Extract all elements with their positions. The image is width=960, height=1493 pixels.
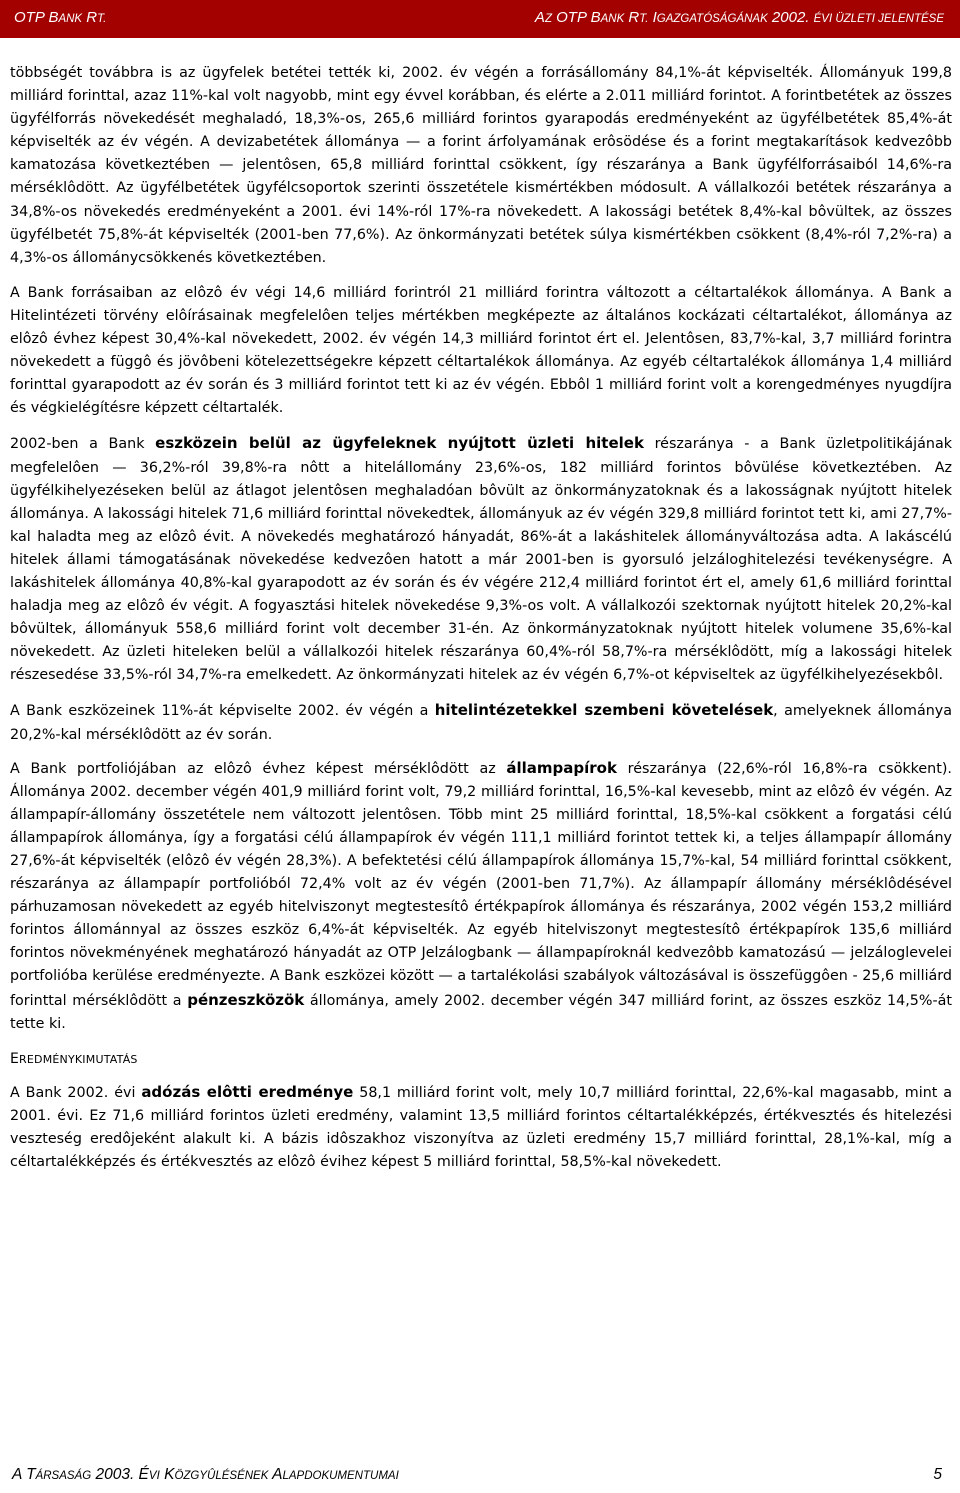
page-number: 5: [933, 1466, 942, 1483]
bold-term: eszközein belül az ügyfeleknek nyújtott üzleti hitelek: [155, 434, 644, 453]
paragraph-securities: A Bank portfoliójában az elôzô évhez képest mérséklôdött az állampapírok részaránya (22,6%-ról 16,8%-ra csökkent). Állománya 2002. december végén 401,9 milliárd forint volt, 79,2 milliárd forinttal, 16,5%-kal kevesebb, mint az elôzô év végén. Az állampapír-állomány összetétele nem változott jelentôsen. Több mint 25 milliárd forinttal, 18,5%-kal csökkent a forgatási célú állampapírok állománya, így a forgatási célú állampapírok év végén 111,1 milliárd forintot tettek ki, a teljes állampapír állomány 27,6%-át képviselték (elôzô év végén 28,3%). A befektetési célú állampapírok állománya 15,7%-kal, 54 milliárd forinttal csökkent, részaránya az állampapír portfolióból 72,4% volt az év végén (2001-ben 71,7%). Az állampapír állomány mérséklôdésével párhuzamosan növekedett az egyéb hitelviszonyt megtestesítô értékpapírok állománya és részaránya, 2002 végén 153,2 milliárd forintos állománnyal az összes eszköz 6,4%-át képviselték. Az egyéb hitelviszonyt megtestesítô értékpapírok 135,6 milliárd forintos növekményének meghatározó hányadát az OTP Jelzálogbank — állampapíroknál kedvezôbb kamatozású — jelzáloglevelei portfolióba kerülése eredményezte. A Bank eszközei között — a tartalékolási szabályok változásával is összefüggôen - 25,6 milliárd forinttal mérséklôdött a pénzeszközök állománya, amely 2002. december végén 347 milliárd forint, az összes eszköz 14,5%-át tette ki.: [10, 758, 952, 1032]
document-body: [10, 62, 952, 1186]
bold-term: adózás elôtti eredménye: [141, 1082, 354, 1101]
paragraph-loans: 2002-ben a Bank eszközein belül az ügyfeleknek nyújtott üzleti hitelek részaránya - a Bank üzletpolitikájának megfelelôen — 36,2%-ról 39,8%-ra nôtt a hitelállomány 23,6%-os, 182 milliárd forintos bôvülése következtében. Az ügyfélkihelyezéseken belül az átlagot jelentôsen meghaladóan bôvült az önkormányzatoknak és a lakosságnak nyújtott hitelek állománya. A lakossági hitelek 71,6 milliárd forinttal növekedtek, állományuk az év végén 329,8 milliárd forintot tett ki, ami 27,7%-kal haladta meg az elôzô évit. A növekedés meghatározó hányadát, 86%-át a lakáshitelek állományváltozása adta. A lakáscélú hitelek állami támogatásának növekedése kedvezôen hatott a már 2001-ben is gyorsuló jelzáloghitelezési tevékenységre. A lakáshitelek állománya 40,8%-kal gyarapodott az év során és év végére 212,4 milliárd forintot ért el, amely 61,6 milliárd forinttal haladja meg az elôzô év végit. A fogyasztási hitelek növekedése 9,3%-os volt. A vállalkozói szektornak nyújtott hitelek 20,2%-kal bôvültek, állományuk 558,6 milliárd forint volt december 31-én. Az önkormányzatoknak nyújtott hitelek volumene 35,6%-kal növekedett. Az üzleti hiteleken belül a vállalkozói hitelek részaránya 60,4%-ról 58,7%-ra mérséklôdött, míg a lakossági hitelek részesedése 33,5%-ról 34,7%-ra emelkedett. Az önkormányzati hitelek az év végén 6,7%-ot képviseltek az ügyfélkihelyezésekbôl.: [10, 434, 953, 684]
header-report-title: AZ OTP BANK RT. IGAZGATÓSÁGÁNAK 2002. ÉVI ÜZLETI JELENTÉSE: [534, 9, 944, 26]
footer-document-title: A TÁRSASÁG 2003. ÉVI KÖZGYÛLÉSÉNEK ALAPDOKUMENTUMAI: [12, 1466, 399, 1483]
paragraph-interbank: A Bank eszközeinek 11%-át képviselte 2002. év végén a hitelintézetekkel szembeni követelések, amelyeknek állománya 20,2%-kal mérséklôdött az év során.: [10, 701, 952, 743]
bold-term: állampapírok: [506, 758, 617, 777]
page-footer: [12, 1466, 942, 1488]
paragraph-provisions: A Bank forrásaiban az elôzô év végi 14,6 milliárd forintról 21 milliárd forintra változott a céltartalékok állománya. A Bank a Hitelintézeti törvény elôírásainak megfelelôen teljes mértékben megképezte az általános kockázati céltartalékot, állománya az elôzô évhez képest 30,4%-kal növekedett, 2002. év végén 14,3 milliárd forintot ért el. Jelentôsen, 83,7%-kal, 3,7 milliárd forintra növekedett a függô és jövôbeni kötelezettségekre képzett céltartalékok állománya. Az egyéb céltartalékok állománya 1,4 milliárd forinttal gyarapodott az év során és 3 milliárd forintot tett ki az év végén. Ebbôl 1 milliárd forint volt a korengedményes nyugdíjra és végkielégítésre képzett céltartalék.: [10, 284, 952, 417]
page-header: [0, 0, 960, 38]
paragraph-deposits: többségét továbbra is az ügyfelek betétei tették ki, 2002. év végén a forrásállomány 84,1%-át képviselték. Állományuk 199,8 milliárd forinttal, azaz 11%-kal volt nagyobb, mint egy évvel korábban, és elérte a 2.011 milliárd forintot. A forintbetétek az összes ügyfélforrás növekedését meghaladó, 18,3%-os, 265,6 milliárd forintos gyarapodás eredményeként az ügyfélbetétek 85,4%-át képviselték az év végén. A devizabetétek állománya — a forint árfolyamának erôsödése és a forint megtakarítások kedvezôbb kamatozása következtében — jelentôsen, 65,8 milliárd forinttal csökkent, így részaránya a Bank ügyfélforrásaiból 14,6%-ra mérséklôdött. Az ügyfélbetétek ügyfélcsoportok szerinti összetétele kismértékben módosult. A vállalkozói betétek részaránya a 34,8%-os növekedés eredményeként a 2001. évi 14%-ról 17%-ra növekedett. A lakossági betétek 8,4%-kal bôvültek, az összes ügyfélbetét 75,8%-át képviselték (2001-ben 77,6%). Az önkormányzati betétek súlya kismértékben csökkent (8,4%-ról 7,2%-ra) a 4,3%-os állománycsökkenés következtében.: [10, 65, 952, 266]
section-heading-income-statement: EREDMÉNYKIMUTATÁS: [10, 1050, 138, 1067]
paragraph-profit: A Bank 2002. évi adózás elôtti eredménye 58,1 milliárd forint volt, mely 10,7 milliárd forinttal, 22,6%-kal magasabb, mint a 2001. évi. Ez 71,6 milliárd forintos üzleti eredmény, valamint 13,5 milliárd forintos céltartalékképzés, értékvesztés és hitelezési veszteség eredôjeként alakult ki. A bázis idôszakhoz viszonyítva az üzleti eredmény 15,7 milliárd forinttal, 28,1%-kal, míg a céltartalékképzés és értékvesztés az elôzô évihez képest 5 milliárd forinttal, 58,5%-kal növekedett.: [10, 1082, 952, 1171]
header-bank-name: OTP BANK RT.: [14, 9, 107, 26]
bold-term: hitelintézetekkel szembeni követelések: [434, 701, 774, 720]
bold-term: pénzeszközök: [187, 990, 305, 1009]
